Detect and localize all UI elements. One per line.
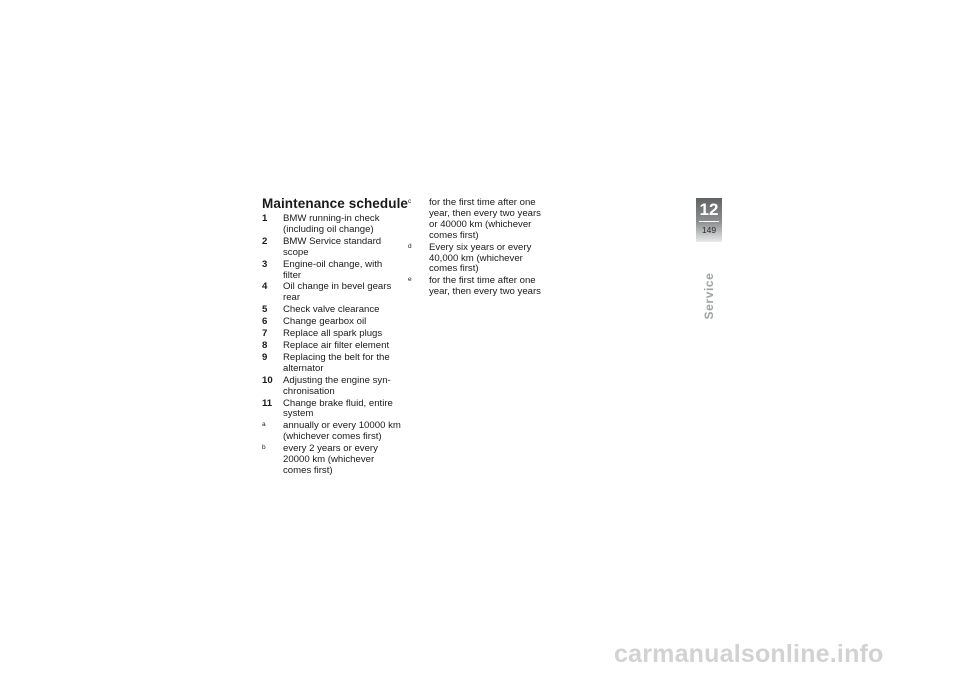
footnote-item (262, 444, 402, 477)
legend-text: Check valve clearance (283, 304, 380, 316)
footnote-key: b (262, 444, 266, 452)
legend-key: 2 (262, 235, 268, 247)
legend-text: Replace all spark plugs (283, 328, 383, 340)
legend-key: 10 (262, 374, 273, 386)
footnote-column (408, 198, 548, 299)
legend-key: 9 (262, 351, 268, 363)
legend-text: Oil change in bevel gears rear (283, 281, 392, 304)
legend-item (262, 353, 402, 375)
footnote-text: annually or every 10000 km (whichever comes first) (283, 420, 401, 443)
legend-item (262, 376, 402, 398)
legend-key: 3 (262, 258, 268, 270)
legend-item (262, 399, 402, 421)
page-title: Maintenance schedule (262, 196, 409, 211)
legend-text: Engine-oil change, with filter (283, 258, 383, 281)
section-label: Service (702, 272, 716, 320)
footnote-text: for the first time after one year, then every two years or 40000 km (whichever comes first) (429, 197, 541, 241)
legend-key: 1 (262, 213, 268, 224)
footnote-key: a (262, 421, 266, 429)
footnote-item (408, 198, 548, 242)
legend-item (262, 214, 402, 236)
legend-text: Replace air filter element (283, 339, 390, 351)
maintenance-legend (262, 214, 402, 478)
legend-text: Adjusting the engine syn-chronisation (283, 374, 391, 397)
footnote-text: Every six years or every 40,000 km (whichever comes first) (429, 241, 532, 275)
legend-key: 4 (262, 281, 268, 293)
legend-item (262, 329, 402, 340)
legend-key: 8 (262, 339, 268, 351)
footnote-key: d (408, 242, 412, 250)
footnote-text: every 2 years or every 20000 km (whichever comes first) (283, 443, 378, 476)
footnote-item (262, 421, 402, 443)
legend-key: 6 (262, 316, 268, 328)
legend-item (262, 282, 402, 304)
legend-text: BMW running-in check (including oil change) (283, 213, 380, 235)
legend-text: Replacing the belt for the alternator (283, 351, 390, 374)
legend-key: 5 (262, 304, 268, 316)
legend-item (262, 237, 402, 259)
legend-item (262, 305, 402, 316)
footnote-item (408, 243, 548, 276)
chapter-divider (699, 221, 719, 222)
footnote-key: c (408, 198, 412, 205)
chapter-number: 12 (699, 200, 719, 219)
footnote-item (408, 276, 548, 298)
legend-text: BMW Service standard scope (283, 235, 382, 258)
legend-text: Change gearbox oil (283, 316, 367, 328)
chapter-tab (696, 198, 722, 242)
legend-item (262, 260, 402, 282)
legend-text: Change brake fluid, entire system (283, 397, 393, 420)
legend-item (262, 341, 402, 352)
legend-item (262, 317, 402, 328)
legend-key: 11 (262, 397, 273, 409)
legend-key: 7 (262, 328, 268, 340)
footnote-text: for the first time after one year, then every two years (429, 275, 541, 298)
watermark: carmanualsonline.info (614, 640, 884, 668)
page-number: 149 (701, 225, 717, 235)
footnote-key: e (408, 276, 412, 284)
